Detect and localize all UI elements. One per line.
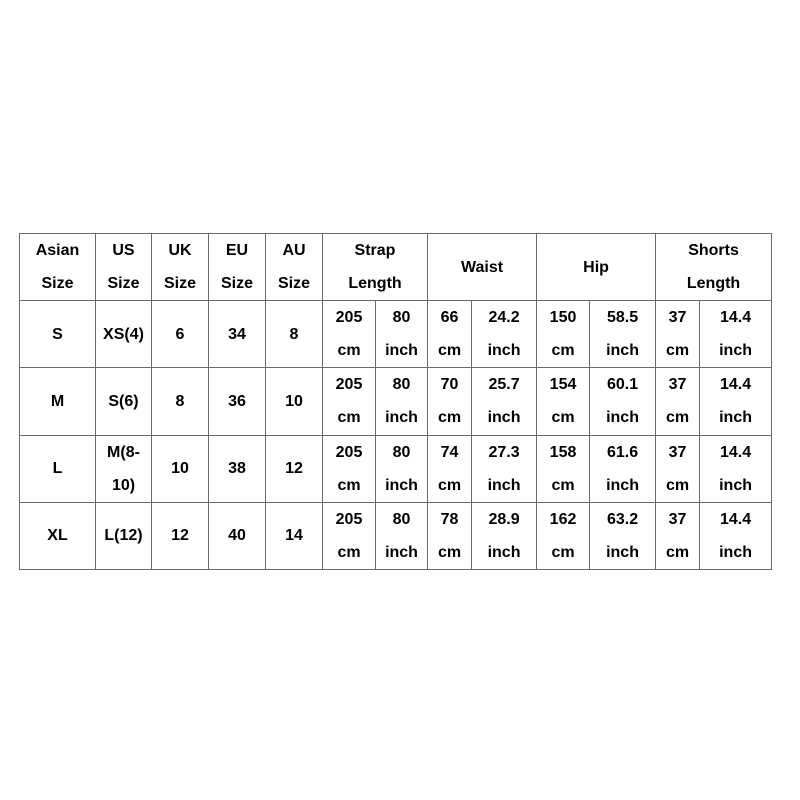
cell-strap-inch: 80 inch — [376, 502, 428, 569]
cell-hip-cm: 158 cm — [537, 435, 590, 502]
table-row — [20, 301, 772, 368]
table-row — [20, 368, 772, 435]
cell-waist-cm: 78 cm — [428, 502, 472, 569]
table-row — [20, 435, 772, 502]
cell-asian-size: L — [20, 435, 96, 502]
cell-eu-size: 40 — [209, 502, 266, 569]
cell-hip-inch: 63.2 inch — [590, 502, 656, 569]
cell-eu-size: 36 — [209, 368, 266, 435]
cell-shorts-cm: 37 cm — [656, 301, 700, 368]
cell-hip-cm: 150 cm — [537, 301, 590, 368]
cell-waist-cm: 70 cm — [428, 368, 472, 435]
cell-au-size: 12 — [266, 435, 323, 502]
header-waist: Waist — [428, 234, 537, 301]
cell-waist-cm: 74 cm — [428, 435, 472, 502]
cell-shorts-cm: 37 cm — [656, 435, 700, 502]
cell-au-size: 10 — [266, 368, 323, 435]
header-eu-size: EU Size — [209, 234, 266, 301]
cell-waist-cm: 66 cm — [428, 301, 472, 368]
cell-waist-inch: 25.7 inch — [472, 368, 537, 435]
cell-uk-size: 8 — [152, 368, 209, 435]
cell-strap-inch: 80 inch — [376, 301, 428, 368]
header-uk-size: UK Size — [152, 234, 209, 301]
cell-uk-size: 10 — [152, 435, 209, 502]
cell-uk-size: 12 — [152, 502, 209, 569]
header-au-size: AU Size — [266, 234, 323, 301]
cell-strap-cm: 205 cm — [323, 301, 376, 368]
header-strap-length: Strap Length — [323, 234, 428, 301]
cell-au-size: 8 — [266, 301, 323, 368]
cell-hip-inch: 58.5 inch — [590, 301, 656, 368]
cell-us-size: XS(4) — [96, 301, 152, 368]
cell-au-size: 14 — [266, 502, 323, 569]
cell-strap-inch: 80 inch — [376, 368, 428, 435]
cell-asian-size: S — [20, 301, 96, 368]
cell-strap-cm: 205 cm — [323, 368, 376, 435]
cell-shorts-inch: 14.4 inch — [700, 435, 772, 502]
cell-eu-size: 38 — [209, 435, 266, 502]
cell-strap-inch: 80 inch — [376, 435, 428, 502]
header-hip: Hip — [537, 234, 656, 301]
cell-us-size: S(6) — [96, 368, 152, 435]
cell-shorts-cm: 37 cm — [656, 502, 700, 569]
cell-hip-inch: 61.6 inch — [590, 435, 656, 502]
header-shorts-length: Shorts Length — [656, 234, 772, 301]
header-us-size: US Size — [96, 234, 152, 301]
cell-eu-size: 34 — [209, 301, 266, 368]
cell-hip-inch: 60.1 inch — [590, 368, 656, 435]
cell-shorts-cm: 37 cm — [656, 368, 700, 435]
cell-shorts-inch: 14.4 inch — [700, 368, 772, 435]
header-asian-size: Asian Size — [20, 234, 96, 301]
cell-hip-cm: 154 cm — [537, 368, 590, 435]
cell-shorts-inch: 14.4 inch — [700, 301, 772, 368]
cell-strap-cm: 205 cm — [323, 502, 376, 569]
table-row — [20, 502, 772, 569]
cell-hip-cm: 162 cm — [537, 502, 590, 569]
cell-uk-size: 6 — [152, 301, 209, 368]
cell-strap-cm: 205 cm — [323, 435, 376, 502]
cell-waist-inch: 28.9 inch — [472, 502, 537, 569]
cell-asian-size: XL — [20, 502, 96, 569]
cell-waist-inch: 27.3 inch — [472, 435, 537, 502]
size-chart-table — [19, 233, 772, 570]
cell-waist-inch: 24.2 inch — [472, 301, 537, 368]
cell-us-size: M(8- 10) — [96, 435, 152, 502]
cell-shorts-inch: 14.4 inch — [700, 502, 772, 569]
cell-asian-size: M — [20, 368, 96, 435]
header-row — [20, 234, 772, 301]
cell-us-size: L(12) — [96, 502, 152, 569]
